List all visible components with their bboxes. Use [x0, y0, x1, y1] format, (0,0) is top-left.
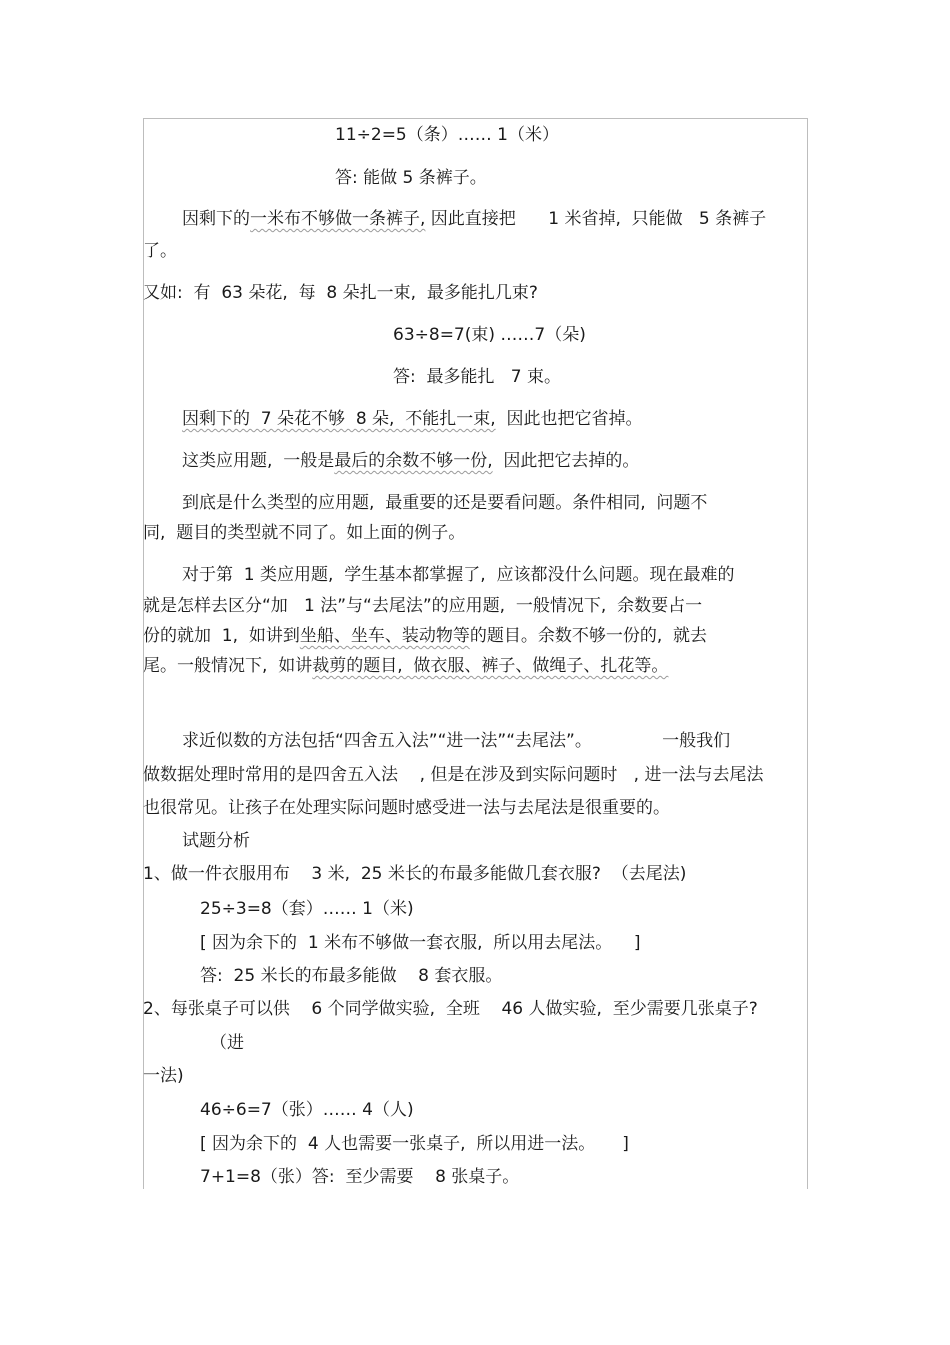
paragraph-line: 一法)	[143, 1066, 184, 1086]
question-2: 2、每张桌子可以供 6 个同学做实验, 全班 46 人做实验, 至少需要几张桌子?	[143, 999, 758, 1019]
explanation-line	[182, 208, 766, 230]
wavy-underlined-text: 坐船、坐车、装动物等	[299, 626, 470, 646]
paragraph-line: 到底是什么类型的应用题, 最重要的还是要看问题。条件相同, 问题不	[182, 493, 708, 513]
wavy-underlined-text: 裁剪的题目, 做衣服、裤子、做绳子、扎花等。	[312, 656, 669, 676]
text-segment: 份的就加 1, 如讲到	[143, 626, 300, 646]
equation-line: 25÷3=8（套）…… 1（米)	[200, 899, 414, 919]
answer-line: 答: 25 米长的布最多能做 8 套衣服。	[200, 966, 503, 986]
question-1: 1、做一件衣服用布 3 米, 25 米长的布最多能做几套衣服? （去尾法)	[143, 864, 687, 884]
wavy-underlined-text: 一米布不够做一条裤子,	[250, 209, 426, 229]
paragraph-line: 了。	[143, 241, 177, 261]
section-heading: 试题分析	[182, 831, 250, 851]
example-question: 又如: 有 63 朵花, 每 8 朵扎一束, 最多能扎几束?	[143, 283, 538, 303]
paragraph-line: 做数据处理时常用的是四舍五入法 , 但是在涉及到实际问题时 , 进一法与去尾法	[143, 765, 764, 785]
paragraph-line: （进	[210, 1033, 244, 1053]
paragraph-line: 求近似数的方法包括“四舍五入法”“进一法”“去尾法”。 一般我们	[182, 731, 731, 751]
answer-line: 答: 最多能扎 7 束。	[393, 367, 561, 387]
text-segment: 的题目。余数不够一份的, 就去	[469, 626, 708, 646]
text-segment: 因此把它去掉的。	[492, 451, 640, 471]
equation-line: 63÷8=7(束) ……7（朵)	[393, 325, 586, 345]
explanation-line	[182, 408, 642, 430]
paragraph-line: 也很常见。让孩子在处理实际问题时感受进一法与去尾法是很重要的。	[143, 798, 670, 818]
answer-line: 7+1=8（张）答: 至少需要 8 张桌子。	[200, 1167, 520, 1187]
text-segment: 因剩下的	[182, 209, 250, 229]
reason-line: [ 因为余下的 4 人也需要一张桌子, 所以用进一法。 ]	[200, 1134, 629, 1154]
wavy-underlined-text: 因剩下的 7 朵花不够 8 朵, 不能扎一束,	[182, 409, 496, 429]
explanation-line	[182, 450, 639, 472]
paragraph-line: 就是怎样去区分“加 1 法”与“去尾法”的应用题, 一般情况下, 余数要占一	[143, 596, 703, 616]
equation-line: 46÷6=7（张）…… 4（人)	[200, 1100, 414, 1120]
paragraph-line	[143, 655, 668, 677]
paragraph-line	[143, 625, 707, 647]
wavy-underlined-text: 最后的余数不够一份,	[334, 451, 493, 471]
paragraph-line: 对于第 1 类应用题, 学生基本都掌握了, 应该都没什么问题。现在最难的	[182, 565, 735, 585]
paragraph-line: 同, 题目的类型就不同了。如上面的例子。	[143, 523, 466, 543]
text-segment: 因此也把它省掉。	[495, 409, 643, 429]
answer-line: 答: 能做 5 条裤子。	[335, 168, 487, 188]
equation-line: 11÷2=5（条）…… 1（米）	[335, 125, 559, 145]
text-segment: 尾。一般情况下, 如讲	[143, 656, 313, 676]
page-frame	[143, 118, 808, 1189]
text-segment: 因此直接把 1 米省掉, 只能做 5 条裤子	[425, 209, 767, 229]
reason-line: [ 因为余下的 1 米布不够做一套衣服, 所以用去尾法。 ]	[200, 933, 641, 953]
text-segment: 这类应用题, 一般是	[182, 451, 335, 471]
